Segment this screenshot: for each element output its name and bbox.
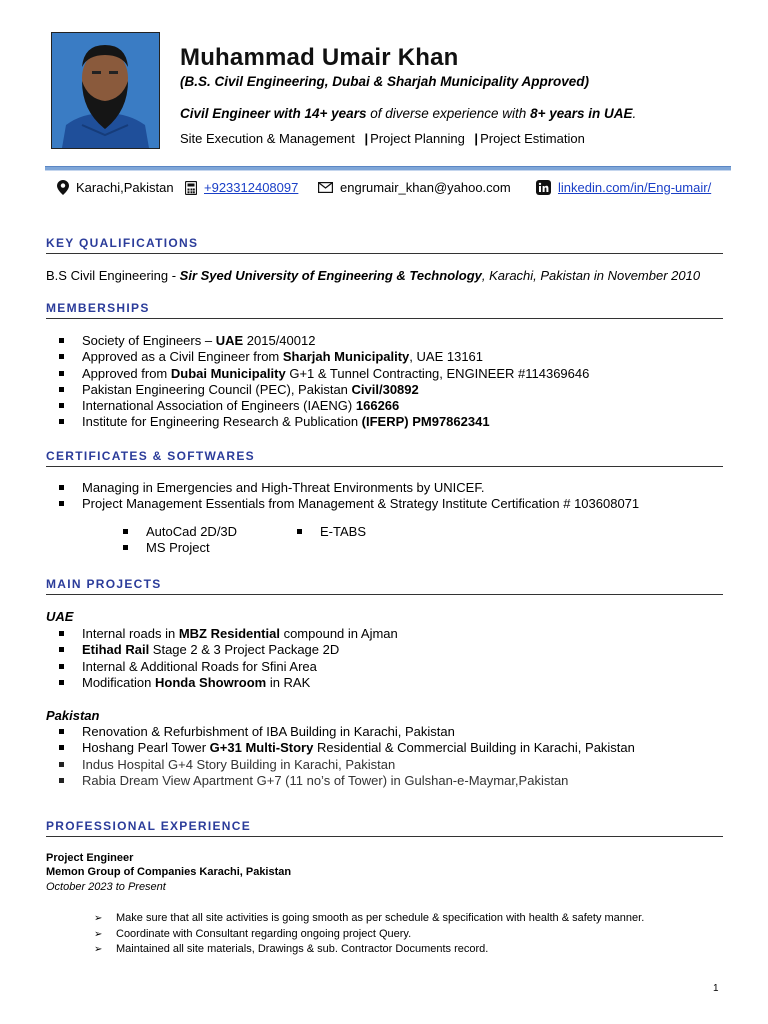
linkedin-icon bbox=[536, 180, 551, 195]
contact-email bbox=[318, 180, 511, 195]
list-item: Internal & Additional Roads for Sfini Area bbox=[46, 659, 398, 675]
pakistan-projects-list bbox=[46, 724, 635, 789]
list-item: Indus Hospital G+4 Story Building in Karachi, Pakistan bbox=[46, 757, 635, 773]
list-item: Hoshang Pearl Tower G+31 Multi-Story Residential & Commercial Building in Karachi, Pakistan bbox=[46, 740, 635, 756]
location-pin-icon bbox=[57, 180, 69, 195]
university-name: Sir Syed University of Engineering & Technology bbox=[179, 268, 482, 283]
list-item: Modification Honda Showroom in RAK bbox=[46, 675, 398, 691]
company-name: Memon Group of Companies Karachi, Pakistan bbox=[46, 866, 292, 878]
specialty-item: Project Estimation bbox=[480, 131, 585, 146]
list-item: Institute for Engineering Research & Publication (IFERP) PM97862341 bbox=[46, 414, 589, 430]
email-text[interactable]: engrumair_khan@yahoo.com bbox=[340, 180, 511, 195]
section-title-memberships: MEMBERSHIPS bbox=[46, 301, 723, 319]
list-item: Rabia Dream View Apartment G+7 (11 no’s of Tower) in Gulshan-e-Maymar,Pakistan bbox=[46, 773, 635, 789]
duties-list bbox=[94, 911, 644, 958]
list-item: Pakistan Engineering Council (PEC), Pakistan Civil/30892 bbox=[46, 382, 589, 398]
list-item: Etihad Rail Stage 2 & 3 Project Package 2D bbox=[46, 642, 398, 658]
contact-location bbox=[57, 180, 174, 195]
section-title-experience: PROFESSIONAL EXPERIENCE bbox=[46, 819, 723, 837]
separator: | bbox=[474, 131, 479, 146]
list-item: Project Management Essentials from Management & Strategy Institute Certification # 103608071 bbox=[46, 496, 639, 512]
qualification-line bbox=[46, 268, 700, 283]
linkedin-link[interactable]: linkedin.com/in/Eng-umair/ bbox=[558, 180, 712, 195]
list-item: ➢ Maintained all site materials, Drawings & sub. Contractor Documents record. bbox=[94, 942, 644, 958]
profile-photo bbox=[51, 32, 160, 149]
software-list-col2 bbox=[284, 524, 366, 540]
uae-projects-list bbox=[46, 626, 398, 691]
software-item: MS Project bbox=[110, 540, 237, 556]
location-text: Karachi,Pakistan bbox=[76, 180, 174, 195]
list-item: ➢ Make sure that all site activities is going smooth as per schedule & specification with health & safety manner. bbox=[94, 911, 644, 927]
phone-link[interactable]: +923312408097 bbox=[204, 180, 299, 195]
summary-years: Civil Engineer with 14+ years bbox=[180, 106, 367, 121]
list-item: Renovation & Refurbishment of IBA Building in Karachi, Pakistan bbox=[46, 724, 635, 740]
software-item: E-TABS bbox=[284, 524, 366, 540]
specialty-item: Project Planning bbox=[370, 131, 469, 146]
memberships-list bbox=[46, 333, 589, 431]
career-summary bbox=[180, 106, 636, 121]
header-divider bbox=[45, 166, 731, 171]
software-list-col1 bbox=[110, 524, 237, 557]
projects-uae-heading: UAE bbox=[46, 609, 74, 624]
section-title-certificates: CERTIFICATES & SOFTWARES bbox=[46, 449, 723, 467]
summary-uae-years: 8+ years in UAE bbox=[530, 106, 633, 121]
specialties-line bbox=[180, 131, 585, 146]
job-title: Project Engineer bbox=[46, 852, 134, 864]
envelope-icon bbox=[318, 182, 333, 193]
list-item: Managing in Emergencies and High-Threat Environments by UNICEF. bbox=[46, 480, 639, 496]
certificates-list bbox=[46, 480, 639, 513]
summary-end: . bbox=[632, 106, 637, 121]
degree-text: B.S Civil Engineering - bbox=[46, 268, 180, 283]
employment-period: October 2023 to Present bbox=[46, 881, 166, 893]
page-number: 1 bbox=[713, 983, 719, 994]
list-item: Approved from Dubai Municipality G+1 & Tunnel Contracting, ENGINEER #114369646 bbox=[46, 366, 589, 382]
contact-phone bbox=[185, 180, 298, 195]
list-item: International Association of Engineers (IAENG) 166266 bbox=[46, 398, 589, 414]
contact-linkedin bbox=[536, 180, 711, 195]
software-item: AutoCad 2D/3D bbox=[110, 524, 237, 540]
section-title-projects: MAIN PROJECTS bbox=[46, 577, 723, 595]
portrait-image bbox=[52, 33, 159, 148]
candidate-subtitle: (B.S. Civil Engineering, Dubai & Sharjah Municipality Approved) bbox=[180, 74, 590, 89]
summary-text: of diverse experience with bbox=[366, 106, 531, 121]
specialty-item: Site Execution & Management bbox=[180, 131, 359, 146]
list-item: Internal roads in MBZ Residential compound in Ajman bbox=[46, 626, 398, 642]
projects-pakistan-heading: Pakistan bbox=[46, 708, 100, 723]
list-item: Approved as a Civil Engineer from Sharjah Municipality, UAE 13161 bbox=[46, 349, 589, 365]
qualification-location-date: , Karachi, Pakistan in November 2010 bbox=[481, 268, 701, 283]
phone-icon bbox=[185, 181, 197, 195]
list-item: ➢ Coordinate with Consultant regarding ongoing project Query. bbox=[94, 927, 644, 943]
list-item: Society of Engineers – UAE 2015/40012 bbox=[46, 333, 589, 349]
separator: | bbox=[364, 131, 369, 146]
section-title-qualifications: KEY QUALIFICATIONS bbox=[46, 236, 723, 254]
candidate-name: Muhammad Umair Khan bbox=[180, 44, 459, 71]
